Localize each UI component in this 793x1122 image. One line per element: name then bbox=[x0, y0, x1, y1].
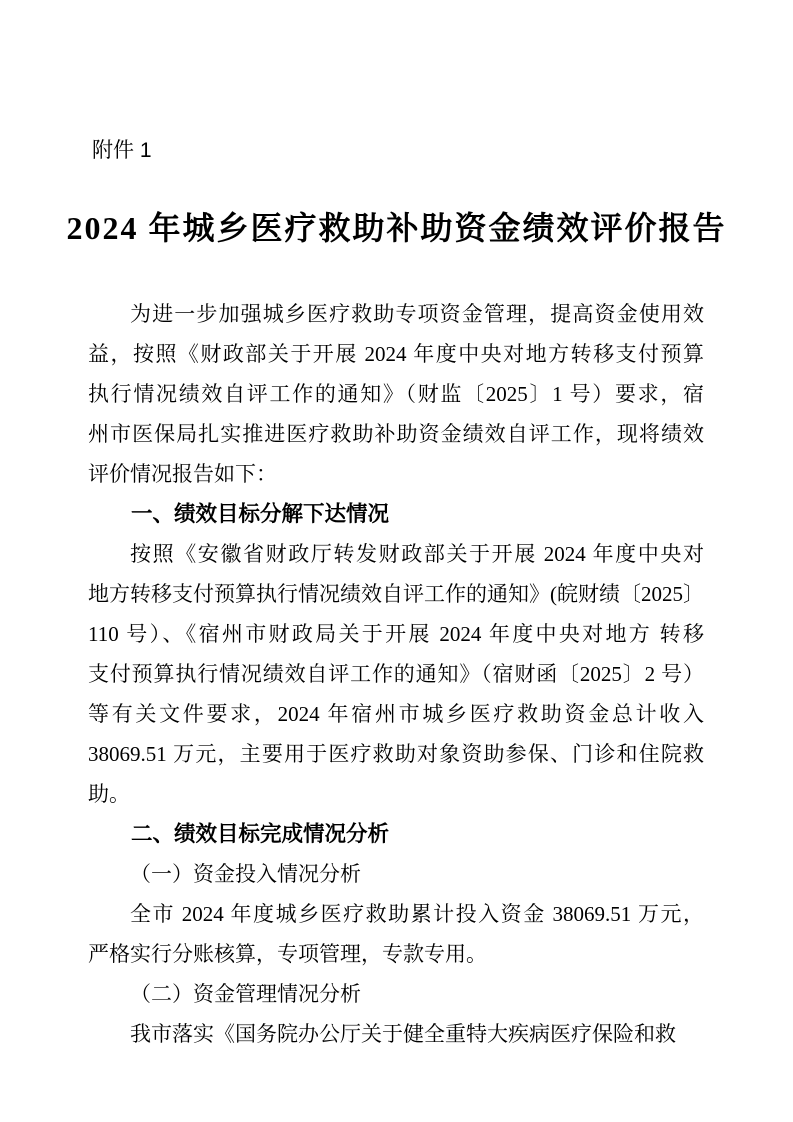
paragraph-line: 为进一步加强城乡医疗救助专项资金管理，提高资金使用效 bbox=[130, 302, 704, 326]
section-heading: 二、绩效目标完成情况分析 bbox=[131, 822, 390, 846]
paragraph bbox=[88, 534, 704, 814]
paragraph-line: 地方转移支付预算执行情况绩效自评工作的通知》(皖财绩〔2025〕 bbox=[88, 582, 704, 606]
paragraph-line: 110 号）、《宿州市财政局关于开展 2024 年度中央对地方 转移 bbox=[88, 622, 704, 646]
paragraph-line: 执行情况绩效自评工作的通知》（财监〔2025〕1 号）要求，宿 bbox=[88, 382, 704, 406]
subsection-heading: （一）资金投入情况分析 bbox=[130, 862, 361, 886]
document-title: 2024 年城乡医疗救助补助资金绩效评价报告 bbox=[66, 210, 727, 246]
paragraph bbox=[88, 1014, 704, 1054]
paragraph-line: 助。 bbox=[88, 782, 130, 806]
paragraph-line: 评价情况报告如下： bbox=[88, 462, 277, 486]
paragraph-line: 按照《安徽省财政厅转发财政部关于开展 2024 年度中央对 bbox=[130, 542, 704, 566]
document-body bbox=[88, 294, 704, 1054]
paragraph-line: 全市 2024 年度城乡医疗救助累计投入资金 38069.51 万元， bbox=[130, 902, 704, 926]
paragraph-line: 严格实行分账核算，专项管理，专款专用。 bbox=[88, 942, 487, 966]
paragraph-line: 支付预算执行情况绩效自评工作的通知》（宿财函〔2025〕2 号） bbox=[88, 662, 704, 686]
subsection-heading: （二）资金管理情况分析 bbox=[130, 982, 361, 1006]
paragraph bbox=[88, 294, 704, 494]
paragraph-line: 等有关文件要求，2024 年宿州市城乡医疗救助资金总计收入 bbox=[88, 702, 704, 726]
paragraph-line: 38069.51 万元，主要用于医疗救助对象资助参保、门诊和住院救 bbox=[88, 742, 704, 766]
paragraph-line: 益，按照《财政部关于开展 2024 年度中央对地方转移支付预算 bbox=[88, 342, 704, 366]
paragraph-line: 我市落实《国务院办公厅关于健全重特大疾病医疗保险和救 bbox=[130, 1022, 676, 1046]
paragraph-line: 州市医保局扎实推进医疗救助补助资金绩效自评工作，现将绩效 bbox=[88, 422, 704, 446]
attachment-label: 附件 1 bbox=[92, 139, 152, 162]
section-heading: 一、绩效目标分解下达情况 bbox=[131, 502, 390, 526]
paragraph bbox=[88, 894, 704, 974]
